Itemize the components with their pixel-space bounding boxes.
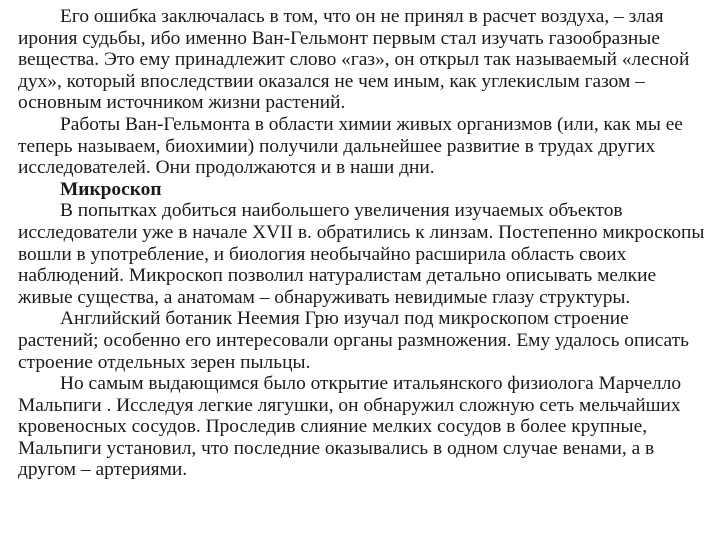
- paragraph-microscope-intro: В попытках добиться наибольшего увеличения изучаемых объектов исследователи уже в начале XVII в. обратились к линзам. Постепенно микроскопы вошли в употребление, и биология необычайно расширила область своих наблюдений. Микроскоп позволил натуралистам детально описывать мелкие живые существа, а анатомам – обнаруживать невидимые глазу структуры.: [18, 200, 705, 308]
- paragraph-malpighi: Но самым выдающимся было открытие итальянского физиолога Марчелло Мальпиги . Исследуя легкие лягушки, он обнаружил сложную сеть мельчайших кровеносных сосудов. Проследив слияние мелких сосудов в более крупные, Мальпиги установил, что последние оказывались в одном случае венами, а в другом – артериями.: [18, 373, 682, 481]
- paragraph-grew: Английский ботаник Неемия Грю изучал под микроскопом строение растений; особенно его интересовали органы размножения. Ему удалось описать строение отдельных зерен пыльцы.: [18, 308, 689, 373]
- section-heading-microscope: Микроскоп: [60, 178, 162, 200]
- paragraph-helmont-error: Его ошибка заключалась в том, что он не принял в расчет воздуха, – злая ирония судьбы, ибо именно Ван-Гельмонт первым стал изучать газообразные вещества. Это ему принадлежит слово «газ», он открыл так называемый «лесной дух», который впоследствии оказался не чем иным, как углекислым газом – основным источником жизни растений.: [18, 6, 690, 114]
- paragraph-helmont-works: Работы Ван-Гельмонта в области химии живых организмов (или, как мы ее теперь называем, биохимии) получили дальнейшее развитие в трудах других исследователей. Они продолжаются и в наши дни.: [18, 113, 683, 179]
- document-text: [18, 6, 708, 481]
